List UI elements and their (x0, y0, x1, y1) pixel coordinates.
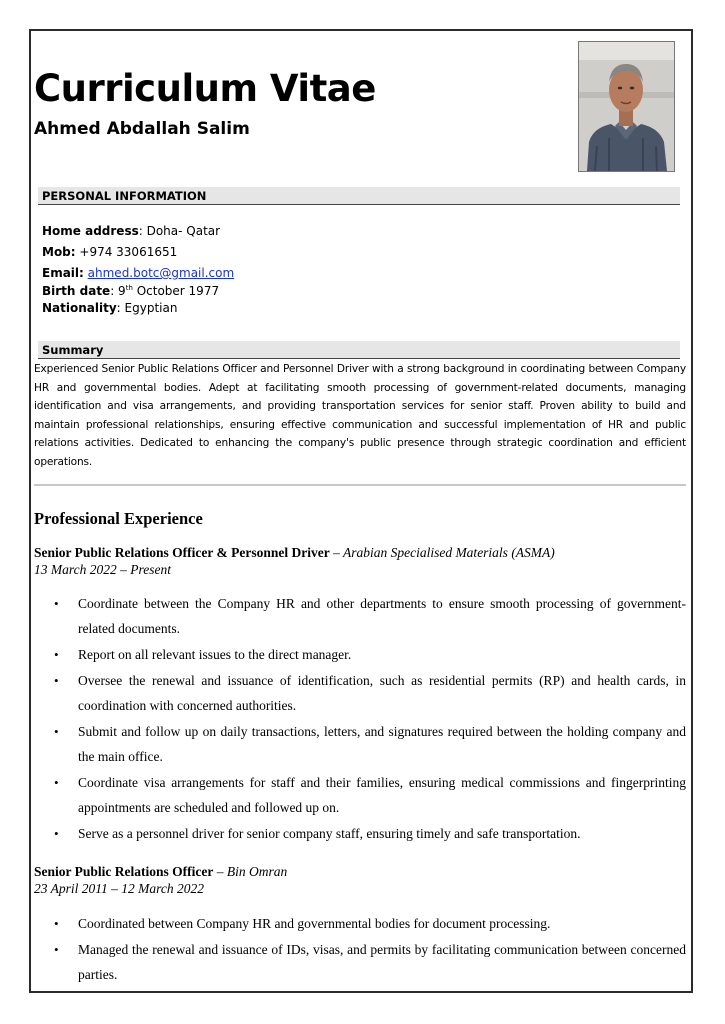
job-duty-item: • Coordinate between the Company HR and other departments to ensure smooth processing of government-related documents. (34, 591, 686, 641)
cv-title: Curriculum Vitae (34, 67, 376, 110)
job-title-line (34, 545, 555, 561)
summary-text: Experienced Senior Public Relations Officer and Personnel Driver with a strong background in coordinating between Company HR and governmental bodies. Adept at facilitating smooth processing of government-related documents, managing identification and visa arrangements, and providing transportation services for senior staff. Proven ability to build and maintain professional relationships, ensuring effective communication and successful implementation of HR and public relations activities. Dedicated to enhancing the company's public presence through strategic coordination and efficient operations. (34, 363, 686, 468)
job-dates: 23 April 2011 – 12 March 2022 (34, 881, 204, 896)
birth-date-label: Birth date (42, 284, 111, 298)
email-line (42, 265, 234, 281)
home-address-line (42, 223, 220, 239)
job-duty-item: • Managed the renewal and issuance of IDs, visas, and permits by facilitating communication between concerned parties. (34, 937, 686, 987)
section-divider (34, 484, 686, 486)
home-address-value: : Doha- Qatar (138, 224, 221, 238)
job-duty-item: • Report on all relevant issues to the direct manager. (34, 642, 686, 667)
email-label: Email: (42, 266, 84, 280)
birth-date-day: : 9 (110, 284, 126, 298)
summary-heading: Summary (42, 343, 104, 357)
job-company: – Arabian Specialised Materials (ASMA) (329, 545, 555, 560)
personal-info-section-header (38, 187, 680, 205)
job-dates: 13 March 2022 – Present (34, 562, 171, 577)
mobile-value: +974 33061651 (75, 245, 178, 259)
birth-date-ordinal: th (125, 284, 133, 292)
nationality-label: Nationality (42, 301, 117, 315)
portrait-photo (578, 41, 675, 172)
birth-date-month-year: October 1977 (132, 284, 220, 298)
job-duty-item: • Oversee the renewal and issuance of identification, such as residential permits (RP) and health cards, in coordination with concerned authorities. (34, 668, 686, 718)
mobile-label: Mob: (42, 245, 76, 259)
job-title: Senior Public Relations Officer & Personnel Driver (34, 545, 330, 560)
personal-info-heading: PERSONAL INFORMATION (42, 189, 207, 203)
nationality-line (42, 300, 177, 316)
job-duties-list (34, 591, 686, 847)
job-title: Senior Public Relations Officer (34, 864, 214, 879)
job-duties-list (34, 911, 686, 988)
home-address-label: Home address (42, 224, 139, 238)
mobile-line (42, 244, 177, 260)
job-duty-item: • Coordinated between Company HR and governmental bodies for document processing. (34, 911, 686, 936)
candidate-name: Ahmed Abdallah Salim (34, 119, 250, 139)
job-duty-item: • Coordinate visa arrangements for staff and their families, ensuring medical commissions and fingerprinting appointments are scheduled and followed up on. (34, 770, 686, 820)
job-company: – Bin Omran (213, 864, 288, 879)
experience-heading: Professional Experience (34, 509, 203, 528)
email-link[interactable]: ahmed.botc@gmail.com (87, 266, 235, 280)
portrait-photo-icon (579, 42, 674, 171)
summary-section-header (38, 341, 680, 359)
job-duty-item: • Submit and follow up on daily transactions, letters, and signatures required between the holding company and the main office. (34, 719, 686, 769)
nationality-value: : Egyptian (116, 301, 178, 315)
job-title-line (34, 864, 287, 880)
job-duty-item: • Serve as a personnel driver for senior company staff, ensuring timely and safe transportation. (34, 821, 686, 846)
birth-date-line (42, 283, 219, 299)
